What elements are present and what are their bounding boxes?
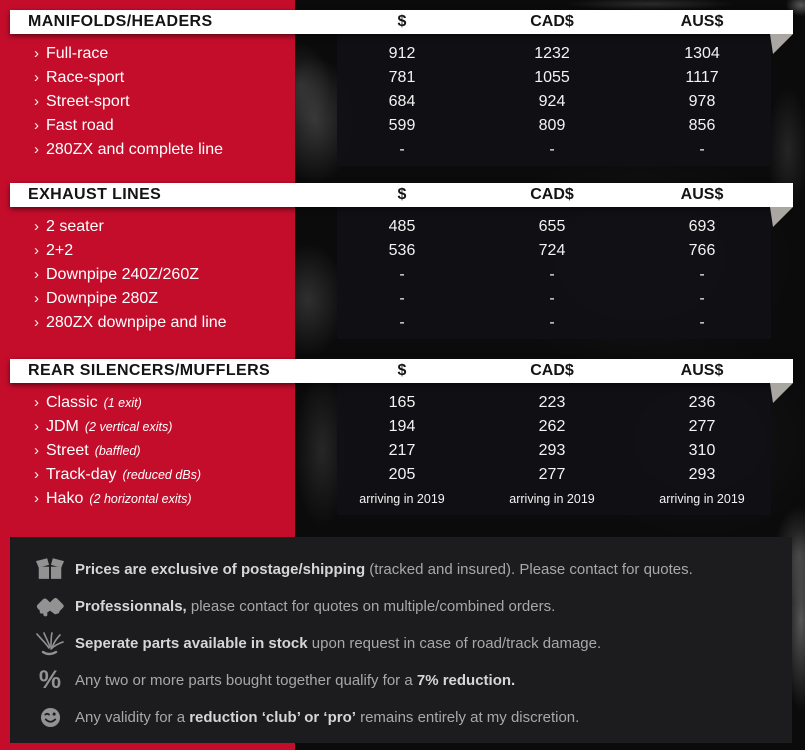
price-aus: -: [699, 314, 705, 331]
price-cad: -: [549, 290, 555, 307]
column-header-cad: CAD$: [530, 13, 574, 30]
spare-parts-icon: [30, 625, 70, 662]
chevron-icon: ›: [34, 141, 39, 158]
price-usd: 217: [388, 442, 416, 459]
note-bold: Seperate parts available in stock: [75, 635, 308, 652]
price-aus: 856: [688, 117, 716, 134]
price-cad: 724: [538, 242, 566, 259]
table-row: [0, 42, 805, 66]
column-header-aus: AUS$: [680, 186, 724, 203]
section-title: EXHAUST LINES: [28, 186, 162, 203]
table-row: [0, 114, 805, 138]
price-cad: -: [549, 141, 555, 158]
section-exhaust-lines: [0, 183, 805, 356]
section-title: MANIFOLDS/HEADERS: [28, 13, 213, 30]
chevron-icon: ›: [34, 218, 39, 235]
price-usd: 599: [388, 117, 416, 134]
section-header-bar: [10, 10, 793, 34]
price-usd: 165: [388, 394, 416, 411]
row-sub-note: (1 exit): [103, 396, 142, 410]
price-cad: 924: [538, 93, 566, 110]
note-bold: 7% reduction.: [416, 672, 516, 689]
column-header-aus: AUS$: [680, 13, 724, 30]
price-aus: 693: [688, 218, 716, 235]
price-cad: 223: [538, 394, 566, 411]
price-usd: 536: [388, 242, 416, 259]
price-cad: 1232: [534, 45, 570, 62]
chevron-icon: ›: [34, 69, 39, 86]
row-label: Hako: [46, 490, 84, 507]
note-shipping: Prices are exclusive of postage/shipping (tracked and insured). Please contact for quotes.: [10, 551, 792, 588]
percent-icon: %: [38, 666, 62, 694]
row-sub-note: (2 vertical exits): [84, 420, 173, 434]
price-aus: 1117: [685, 69, 719, 86]
row-label: Downpipe 240Z/260Z: [46, 266, 199, 283]
chevron-icon: ›: [34, 314, 39, 331]
table-row: [0, 311, 805, 335]
section-rear-silencers: [0, 359, 805, 532]
price-cad: 655: [538, 218, 566, 235]
section-rows: [0, 42, 805, 162]
section-rows: [0, 215, 805, 335]
row-label: Track-day: [46, 466, 117, 483]
chevron-icon: ›: [34, 394, 39, 411]
price-usd: 912: [388, 45, 416, 62]
price-usd: 684: [388, 93, 416, 110]
table-row: [0, 439, 805, 463]
price-cad: 277: [538, 466, 566, 483]
price-cad: -: [549, 266, 555, 283]
price-usd: 194: [388, 418, 416, 435]
note-discount: % Any two or more parts bought together qualify for a 7% reduction.: [10, 662, 792, 699]
price-usd: 485: [388, 218, 416, 235]
row-label: 2+2: [46, 242, 74, 259]
table-row: [0, 90, 805, 114]
table-row: [0, 391, 805, 415]
note-bold: reduction ‘club’ or ‘pro’: [189, 709, 356, 726]
price-usd: -: [399, 141, 405, 158]
price-cad: 809: [538, 117, 566, 134]
chevron-icon: ›: [34, 490, 39, 507]
price-usd: -: [399, 314, 405, 331]
table-row: [0, 215, 805, 239]
note-bold: Prices are exclusive of postage/shipping: [75, 561, 366, 578]
note-professionals: Professionnals, please contact for quotes on multiple/combined orders.: [10, 588, 792, 625]
column-header-cad: CAD$: [530, 186, 574, 203]
table-row: [0, 415, 805, 439]
row-sub-note: (2 horizontal exits): [89, 492, 192, 506]
price-aus: -: [699, 290, 705, 307]
price-cad: 262: [538, 418, 566, 435]
note-spare-parts: Seperate parts available in stock upon request in case of road/track damage.: [10, 625, 792, 662]
row-sub-note: (reduced dBs): [122, 468, 202, 482]
package-icon: [30, 551, 70, 588]
row-label: 280ZX downpipe and line: [46, 314, 227, 331]
column-header-usd: $: [397, 186, 407, 203]
table-row: [0, 138, 805, 162]
chevron-icon: ›: [34, 290, 39, 307]
chevron-icon: ›: [34, 93, 39, 110]
row-label: Street: [46, 442, 89, 459]
row-label: Full-race: [46, 45, 109, 62]
row-label: Classic: [46, 394, 98, 411]
price-aus: -: [699, 266, 705, 283]
price-cad: 1055: [534, 69, 570, 86]
row-label: 2 seater: [46, 218, 104, 235]
chevron-icon: ›: [34, 242, 39, 259]
price-aus: 236: [688, 394, 716, 411]
row-label: 280ZX and complete line: [46, 141, 223, 158]
price-aus: 766: [688, 242, 716, 259]
row-label: Street-sport: [46, 93, 130, 110]
row-label: Fast road: [46, 117, 114, 134]
price-usd: -: [399, 266, 405, 283]
price-usd: arriving in 2019: [359, 492, 445, 506]
row-label: Race-sport: [46, 69, 125, 86]
table-row: [0, 263, 805, 287]
price-usd: 205: [388, 466, 416, 483]
price-cad: arriving in 2019: [509, 492, 595, 506]
chevron-icon: ›: [34, 45, 39, 62]
price-aus: 277: [688, 418, 716, 435]
table-row: [0, 463, 805, 487]
price-usd: 781: [388, 69, 416, 86]
chevron-icon: ›: [34, 466, 39, 483]
smiley-icon: [30, 699, 70, 736]
section-header-bar: [10, 359, 793, 383]
column-header-usd: $: [397, 13, 407, 30]
chevron-icon: ›: [34, 266, 39, 283]
row-label: JDM: [46, 418, 79, 435]
chevron-icon: ›: [34, 442, 39, 459]
table-row: [0, 287, 805, 311]
chevron-icon: ›: [34, 117, 39, 134]
section-rows: [0, 391, 805, 511]
price-cad: 293: [538, 442, 566, 459]
handshake-icon: [30, 588, 70, 625]
footer-notes-box: [10, 537, 792, 743]
price-aus: arriving in 2019: [659, 492, 745, 506]
price-aus: 310: [688, 442, 716, 459]
column-header-cad: CAD$: [530, 362, 574, 379]
chevron-icon: ›: [34, 418, 39, 435]
section-title: REAR SILENCERS/MUFFLERS: [28, 362, 271, 379]
note-bold: Professionnals,: [75, 598, 187, 615]
section-header-bar: [10, 183, 793, 207]
table-row: [0, 239, 805, 263]
price-aus: 293: [688, 466, 716, 483]
column-header-usd: $: [397, 362, 407, 379]
note-discretion: Any validity for a reduction ‘club’ or ‘pro’ remains entirely at my discretion.: [10, 699, 792, 736]
price-cad: -: [549, 314, 555, 331]
table-row: [0, 66, 805, 90]
row-label: Downpipe 280Z: [46, 290, 159, 307]
price-aus: 1304: [684, 45, 720, 62]
column-header-aus: AUS$: [680, 362, 724, 379]
price-aus: -: [699, 141, 705, 158]
section-manifolds-headers: [0, 10, 805, 183]
price-aus: 978: [688, 93, 716, 110]
table-row: [0, 487, 805, 511]
row-sub-note: (baffled): [94, 444, 141, 458]
price-usd: -: [399, 290, 405, 307]
